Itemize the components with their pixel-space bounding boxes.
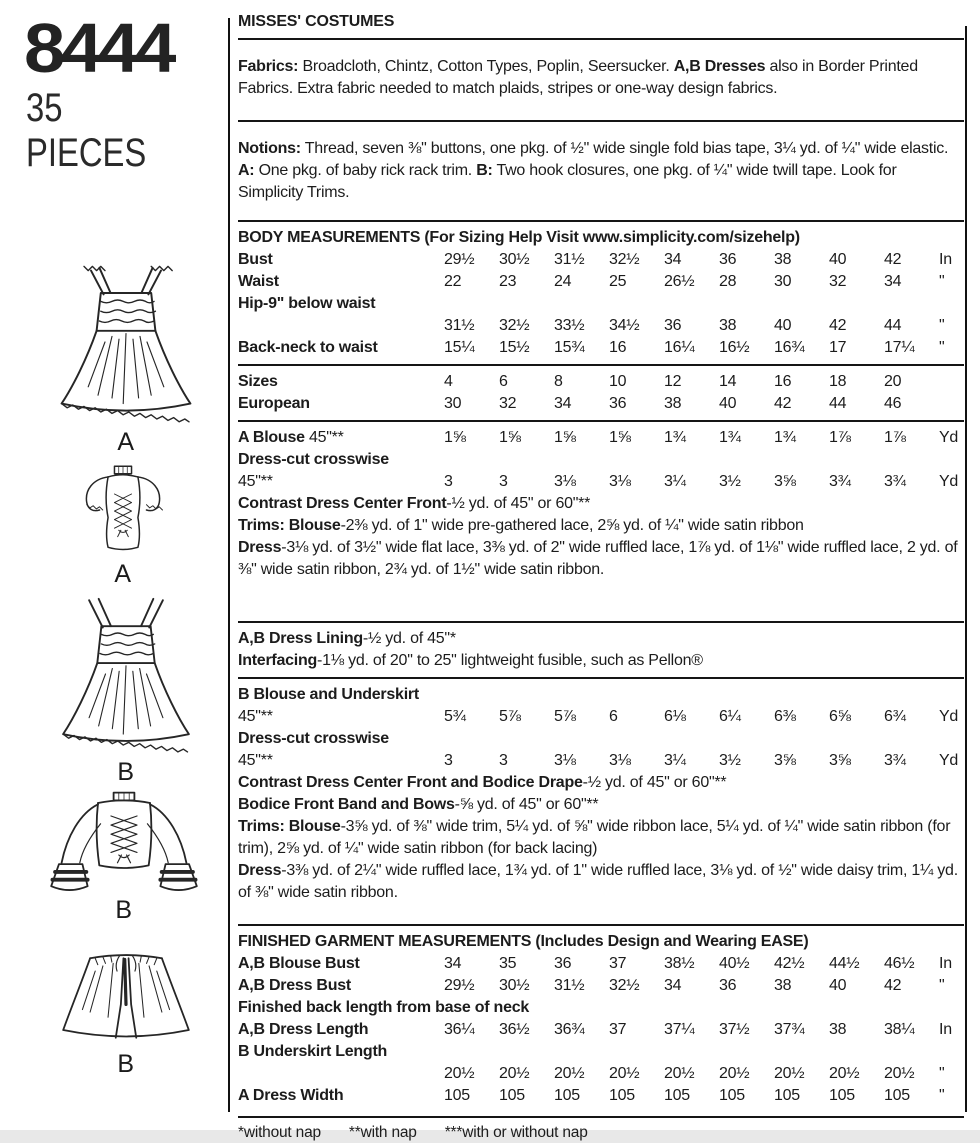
measurement-value: 3¼ [664,473,686,490]
measurement-value: 31½ [554,977,585,994]
measurement-value: 37 [609,955,627,972]
trims-dress-a-line [238,537,964,581]
measurement-value: 36 [719,251,737,268]
measurement-value: 6 [609,708,618,725]
measurement-value: 36¾ [554,1021,585,1038]
view-label: B [117,758,135,786]
measurement-value: 35 [499,955,517,972]
text-segment: Trims: Blouse [238,818,341,835]
footnote-with-nap: **with nap [348,1124,417,1141]
measurement-value: 31½ [444,317,475,334]
table-row [238,997,964,1019]
view-label: B [115,896,133,924]
unit-label [939,371,964,393]
footnote-without-nap: *without nap [238,1124,321,1141]
row-label: Hip-9" below waist [238,295,376,312]
unit-label: " [939,977,945,994]
measurement-value: 42½ [774,955,805,972]
dress-back-drawing [42,258,210,426]
interfacing-line [238,650,964,672]
measurement-value: 18 [829,373,847,390]
measurement-value: 20½ [444,1065,475,1082]
row-label: Dress-cut crosswise [238,451,389,468]
measurement-value: 6⅝ [829,708,851,725]
dress-lining-line [238,628,964,650]
measurement-value: 16¾ [774,339,805,356]
measurement-value: 20 [884,373,902,390]
measurement-value: 3 [499,473,508,490]
measurement-value: 40 [719,395,737,412]
trims-dress-b-line [238,860,964,904]
row-label [238,315,444,337]
measurement-value: 105 [499,1087,525,1104]
table-row [238,728,964,750]
row-label: Back-neck to waist [238,339,378,356]
row-label: B Blouse and Underskirt [238,686,419,703]
measurement-value: 6⅜ [774,708,796,725]
measurement-value: 3⅛ [609,752,631,769]
table-row [238,684,964,706]
illustration-dress-a-back [42,258,210,457]
divider [238,120,964,122]
measurement-value: 3⅝ [829,752,851,769]
measurement-value: 24 [554,273,572,290]
measurement-value: 5¾ [444,708,466,725]
text-segment: -⅝ yd. of 45" or 60"** [454,796,599,813]
measurement-value: 34 [664,977,682,994]
table-row [238,471,964,493]
measurement-value: 32 [829,273,847,290]
measurement-value: 20½ [829,1065,860,1082]
table-row [238,427,964,449]
dress-back-drawing [44,592,208,756]
row-label: Bust [238,251,273,268]
unit-label: " [939,1087,945,1104]
content-column [238,12,964,1143]
contrast-dress-b-line [238,772,964,794]
measurement-value: 30½ [499,251,530,268]
text-segment: Broadcloth, Chintz, Cotton Types, Poplin, Seersucker. [298,58,674,75]
measurement-value: 37¾ [774,1021,805,1038]
measurement-value: 1¾ [774,429,796,446]
measurement-value: 42 [884,977,902,994]
measurement-value: 34 [444,955,462,972]
measurement-value: 40 [829,251,847,268]
left-column [0,0,228,1130]
unit-label: " [939,1065,945,1082]
text-segment: -3⅝ yd. of ⅜" wide trim, 5¼ yd. of ⅝" wide ribbon lace, 5¼ yd. of ¼" wide satin ribbon (for trim), 2⅝ yd. of ¼" wide satin ribbon (for back lacing) [238,818,951,857]
measurement-value: 3½ [719,752,741,769]
measurement-value: 36¼ [444,1021,475,1038]
measurement-value: 42 [829,317,847,334]
measurement-value: 105 [609,1087,635,1104]
measurement-value: 1⅝ [499,429,521,446]
measurement-value: 34 [554,395,572,412]
text-segment: -1⅛ yd. of 20" to 25" lightweight fusible, such as Pellon® [317,652,703,669]
divider [238,38,964,40]
table-row [238,706,964,728]
measurement-value: 31½ [554,251,585,268]
row-label: A,B Dress Bust [238,977,351,994]
unit-label: " [939,317,945,334]
measurement-value: 38¼ [884,1021,915,1038]
contrast-dress-a-line [238,493,964,515]
measurement-value: 15¾ [554,339,585,356]
view-label: B [117,1050,135,1078]
measurement-value: 34 [884,273,902,290]
measurement-value: 1⅝ [444,429,466,446]
measurement-value: 105 [664,1087,690,1104]
pieces-count: 35 PIECES [26,86,147,175]
measurement-value: 6¾ [884,708,906,725]
measurement-value: 105 [444,1087,470,1104]
text-segment: Interfacing [238,652,318,669]
measurement-value: 37¼ [664,1021,695,1038]
finished-measurements-heading: FINISHED GARMENT MEASUREMENTS (Includes Design and Wearing EASE) [238,933,809,950]
measurement-value: 23 [499,273,517,290]
unit-label: In [939,1021,952,1038]
measurement-value: 42 [884,251,902,268]
measurement-value: 5⅞ [499,708,521,725]
measurement-value: 1⅝ [609,429,631,446]
measurement-value: 26½ [664,273,695,290]
measurement-value: 46½ [884,955,915,972]
unit-label: In [939,251,952,268]
measurement-value: 40 [829,977,847,994]
illustration-blouse-a-back [58,462,188,589]
measurement-value: 5⅞ [554,708,576,725]
table-row [238,337,964,359]
measurement-value: 32½ [609,251,640,268]
measurement-value: 3¼ [664,752,686,769]
measurement-value: 3⅛ [554,752,576,769]
measurement-value: 38 [774,251,792,268]
measurement-value: 3⅝ [774,473,796,490]
row-label [238,1063,444,1085]
measurement-value: 32½ [609,977,640,994]
skirt-back-drawing [48,948,204,1048]
table-row [238,1041,964,1063]
nap-footnotes [238,1123,964,1143]
text-segment: -½ yd. of 45"* [362,630,456,647]
table-row [238,271,964,293]
measurement-value: 46 [884,395,902,412]
text-segment: Dress [238,539,282,556]
body-measurements-heading: BODY MEASUREMENTS (For Sizing Help Visit www.simplicity.com/sizehelp) [238,229,800,246]
measurement-value: 3 [499,752,508,769]
measurement-value: 29½ [444,977,475,994]
measurement-value: 17¼ [884,339,915,356]
unit-label: Yd [939,752,959,769]
text-segment: -½ yd. of 45" or 60"** [446,495,591,512]
table-row [238,750,964,772]
unit-label: Yd [939,473,959,490]
measurement-value: 105 [554,1087,580,1104]
measurement-value: 38 [719,317,737,334]
row-label: Dress-cut crosswise [238,730,389,747]
divider [238,1116,964,1118]
table-row [238,1063,964,1085]
view-label: A [114,560,132,588]
row-label: 45"** [238,752,273,769]
measurement-value: 42 [774,395,792,412]
table-row [238,1085,964,1107]
measurement-value: 33½ [554,317,585,334]
blouse-back-drawing [58,462,188,558]
text-segment: Fabrics: [238,58,299,75]
measurement-value: 32½ [499,317,530,334]
unit-label: Yd [939,429,959,446]
measurement-value: 44½ [829,955,860,972]
measurement-value: 3⅝ [774,752,796,769]
divider [238,621,964,623]
measurement-value: 3¾ [829,473,851,490]
measurement-value: 15½ [499,339,530,356]
bodice-band-line [238,794,964,816]
text-segment: -3⅛ yd. of 3½" wide flat lace, 3⅜ yd. of 2" wide ruffled lace, 1⅞ yd. of 1⅛" wide ruffled lace, 2 yd. of ⅜" wide satin ribbon, 2¾ yd. of 1½" wide satin ribbon. [238,539,958,578]
fabrics-paragraph [238,56,964,100]
measurement-value: 8 [554,373,563,390]
measurement-value: 3 [444,473,453,490]
text-segment: Two hook closures, one pkg. of ¼" wide twill tape. Look for Simplicity Trims. [238,162,897,201]
view-label: A [117,428,135,456]
measurement-value: 16 [609,339,627,356]
measurement-value: 3¾ [884,752,906,769]
text-segment: Dress [238,862,282,879]
measurement-value: 1⅝ [554,429,576,446]
measurement-value: 20½ [774,1065,805,1082]
measurement-value: 36 [609,395,627,412]
measurement-value: 36 [664,317,682,334]
text-segment: Contrast Dress Center Front [238,495,447,512]
measurement-value: 40 [774,317,792,334]
measurement-value: 1⅞ [884,429,906,446]
measurement-value: 15¼ [444,339,475,356]
measurement-value: 29½ [444,251,475,268]
unit-label: Yd [939,708,959,725]
measurement-value: 36 [554,955,572,972]
measurement-value: 38 [829,1021,847,1038]
row-label: A,B Blouse Bust [238,955,360,972]
text-segment: -2⅜ yd. of 1" wide pre-gathered lace, 2⅝ yd. of ¼" wide satin ribbon [340,517,804,534]
measurement-value: 20½ [664,1065,695,1082]
measurement-value: 38½ [664,955,695,972]
measurement-value: 4 [444,373,453,390]
unit-label: " [939,339,945,356]
measurement-value: 105 [719,1087,745,1104]
measurement-value: 30 [444,395,462,412]
footnote-with-or-without-nap: ***with or without nap [444,1124,588,1141]
divider [238,364,964,366]
row-label: 45"** [238,708,273,725]
illustration-dress-b-back [44,592,208,787]
measurement-value: 105 [774,1087,800,1104]
measurement-value: 25 [609,273,627,290]
measurement-value: 3½ [719,473,741,490]
measurement-value: 105 [884,1087,910,1104]
trims-blouse-b-line [238,816,964,860]
measurement-value: 44 [829,395,847,412]
divider [238,420,964,422]
measurement-value: 36 [719,977,737,994]
text-segment: A: [238,162,255,179]
measurement-value: 40½ [719,955,750,972]
measurement-value: 34½ [609,317,640,334]
pattern-number: 8444 [24,9,173,87]
table-row [238,393,964,415]
measurement-value: 6¼ [719,708,741,725]
unit-label [939,393,964,415]
divider [238,677,964,679]
body-measurements-table [238,249,964,359]
page-title: MISSES' COSTUMES [238,13,395,30]
divider [238,924,964,926]
row-label: Finished back length from base of neck [238,999,530,1016]
text-segment: -3⅜ yd. of 2¼" wide ruffled lace, 1¾ yd. of 1" wide ruffled lace, 3⅛ yd. of ½" wide daisy trim, 1¼ yd. of ⅜" wide satin ribbon. [238,862,958,901]
measurement-value: 38 [774,977,792,994]
row-label: A,B Dress Length [238,1021,369,1038]
measurement-value: 44 [884,317,902,334]
unit-label: " [939,273,945,290]
measurement-value: 3⅛ [554,473,576,490]
measurement-value: 34 [664,251,682,268]
row-label: Sizes [238,373,278,390]
measurement-value: 16¼ [664,339,695,356]
measurement-value: 17 [829,339,847,356]
measurement-value: 22 [444,273,462,290]
notions-paragraph [238,138,964,204]
measurement-value: 28 [719,273,737,290]
table-row [238,315,964,337]
measurement-value: 3⅛ [609,473,631,490]
table-row [238,449,964,471]
table-row [238,975,964,997]
measurement-value: 37 [609,1021,627,1038]
text-segment: Contrast Dress Center Front and Bodice Drape [238,774,583,791]
table-row [238,1019,964,1041]
right-border [965,26,967,1112]
text-segment: Bodice Front Band and Bows [238,796,455,813]
measurement-value: 16½ [719,339,750,356]
measurement-value: 20½ [884,1065,915,1082]
row-label: 45"** [238,473,273,490]
measurement-value: 105 [829,1087,855,1104]
row-label: A Dress Width [238,1087,344,1104]
yardage-b-table [238,684,964,772]
table-row [238,293,964,315]
measurement-value: 20½ [719,1065,750,1082]
measurement-value: 3 [444,752,453,769]
trims-blouse-a-line [238,515,964,537]
measurement-value: 14 [719,373,737,390]
measurement-value: 30½ [499,977,530,994]
text-segment: also in Border Printed Fabrics. Extra fabric needed to match plaids, stripes or one-way design fabrics. [238,58,918,97]
table-row [238,953,964,975]
unit-label: In [939,955,952,972]
measurement-value: 30 [774,273,792,290]
text-segment: B: [476,162,493,179]
table-row [238,249,964,271]
measurement-value: 6⅛ [664,708,686,725]
yardage-a-table [238,427,964,493]
row-label: European [238,395,310,412]
measurement-value: 20½ [609,1065,640,1082]
measurement-value: 10 [609,373,627,390]
measurement-value: 36½ [499,1021,530,1038]
measurement-value: 1¾ [664,429,686,446]
measurement-value: 20½ [554,1065,585,1082]
measurement-value: 1⅞ [829,429,851,446]
text-segment: -½ yd. of 45" or 60"** [582,774,727,791]
text-segment: A,B Dresses [673,58,766,75]
blouse-back-drawing [32,790,216,894]
column-divider [228,18,230,1112]
measurement-value: 32 [499,395,517,412]
measurement-value: 3¾ [884,473,906,490]
text-segment: Notions: [238,140,301,157]
sizes-table [238,371,964,415]
text-segment: A,B Dress Lining [238,630,363,647]
measurement-value: 16 [774,373,792,390]
table-row [238,371,964,393]
text-segment: Trims: Blouse [238,517,341,534]
divider [238,220,964,222]
row-label: Waist [238,273,279,290]
measurement-value: 37½ [719,1021,750,1038]
measurement-value: 20½ [499,1065,530,1082]
illustration-blouse-b-back [32,790,216,925]
measurement-value: 12 [664,373,682,390]
text-segment: One pkg. of baby rick rack trim. [254,162,477,179]
row-label: A Blouse 45"** [238,429,344,446]
measurement-value: 6 [499,373,508,390]
finished-measurements-table [238,953,964,1107]
illustration-skirt-b-back [48,948,204,1079]
measurement-value: 1¾ [719,429,741,446]
row-label: B Underskirt Length [238,1043,388,1060]
text-segment: Thread, seven ⅜" buttons, one pkg. of ½" wide single fold bias tape, 3¼ yd. of ¼" wide elastic. [300,140,949,157]
measurement-value: 38 [664,395,682,412]
